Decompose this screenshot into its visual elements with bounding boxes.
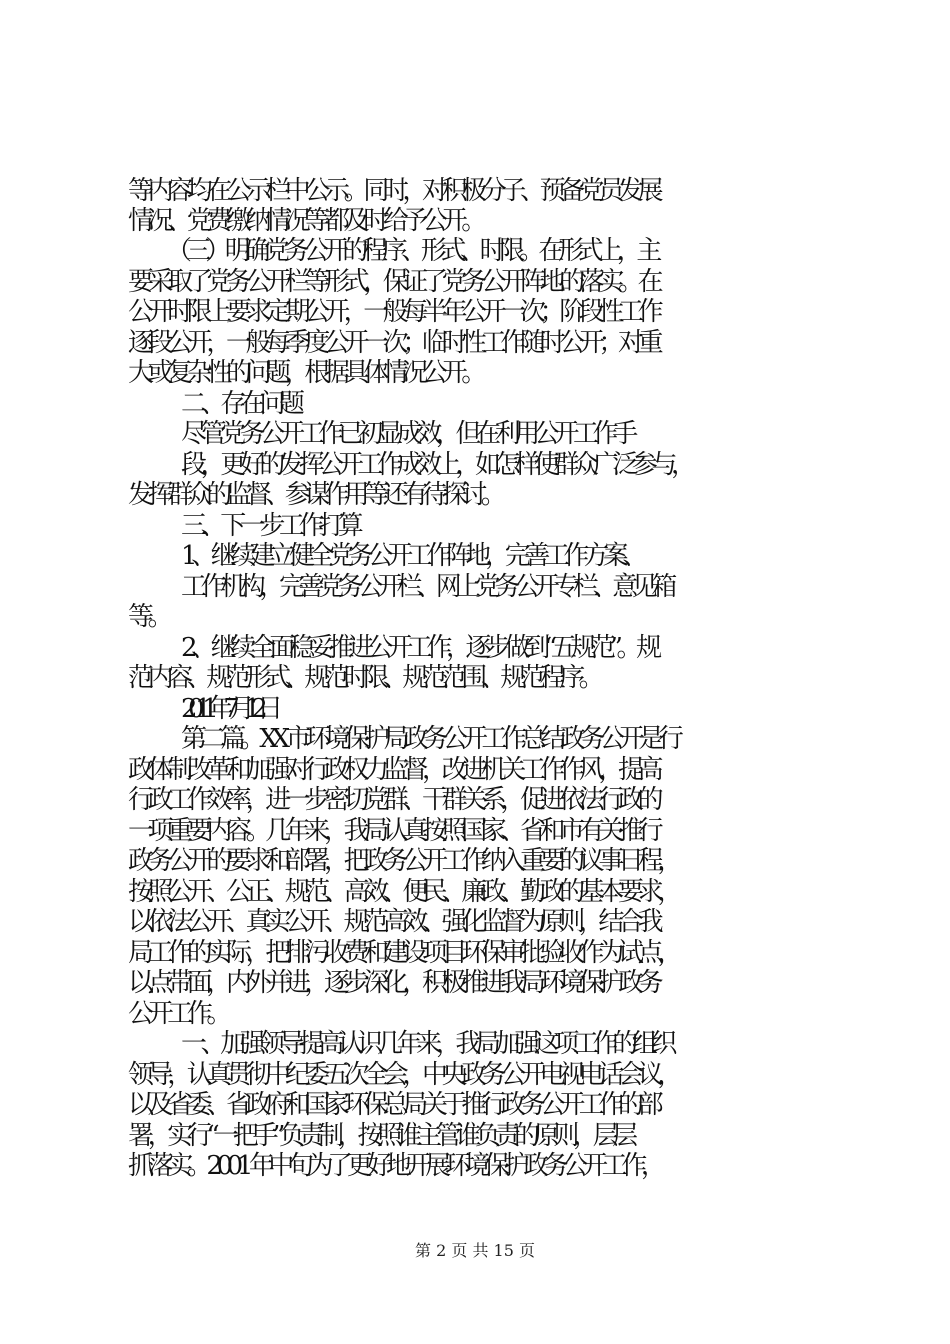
- text-line: 抓落实。2001 年中旬为了更好地开展环境保护政务公开工作，: [128, 1151, 661, 1181]
- text-line: 工作机构，完善党务公开栏、网上党务公开专栏、意见箱: [181, 572, 672, 602]
- text-line: 1、继续建立健全党务公开工作阵地，完善工作方案、: [181, 541, 642, 571]
- text-line: 情况、党费缴纳情况等都及时给予公开。: [128, 206, 481, 236]
- text-line: 以点带面，内外并进，逐步深化，积极推进我局环境保护政务: [128, 968, 658, 998]
- text-line: （三）明确党务公开的程序、形式、时限。在形式上，主: [166, 236, 657, 266]
- text-line: 范内容、规范形式、规范时限、规范范围、规范程序。: [128, 663, 599, 693]
- text-line: 公开工作。: [128, 999, 227, 1029]
- text-line: 2、继续全面稳妥推进公开工作，逐步做到“五规范”。规: [181, 633, 656, 663]
- text-line: 大或复杂性的问题，根据具体情况公开。: [128, 358, 481, 388]
- section-heading: 二、存在问题: [181, 389, 299, 419]
- text-line: 尽管党务公开工作已初显成效，但在利用公开工作手: [181, 419, 632, 449]
- text-line: 一、加强领导提高认识几年来，我局加强这项工作的组织: [181, 1029, 672, 1059]
- text-line: 政体制改革和加强对行政权力监督，改进机关工作作风，提高: [128, 755, 658, 785]
- text-line: 等内容均在公示栏中公示。同时，对积极分子、预备党员发展: [128, 176, 658, 206]
- text-line: 以及省委、省政府和国家环保总局关于推行政务公开工作的部: [128, 1090, 658, 1120]
- text-line: 局工作的实际，把排污收费和建设项目环保审批验收作为试点，: [128, 938, 677, 968]
- text-line: 公开时限上要求定期公开，一般每半年公开一次；阶段性工作: [128, 297, 658, 327]
- text-line: 一项重要内容。几年来，我局认真按照国家、省和市有关推行: [128, 816, 658, 846]
- section-heading: 三、下一步工作打算: [181, 511, 358, 541]
- text-line: 政务公开的要求和部署，把政务公开工作纳入重要的议事日程，: [128, 846, 677, 876]
- text-line: 署，实行“一把手”负责制，按照谁主管谁负责的原则，层层: [128, 1121, 632, 1151]
- text-line: 以依法公开、真实公开、规范高效、强化监督为原则，结合我: [128, 907, 658, 937]
- date-line: 2011 年 7 月 12 日: [181, 694, 274, 724]
- text-line: 第二篇。XX 市环境保护局政务公开工作总结政务公开是行: [181, 724, 678, 754]
- text-line: 段，更好的发挥公开工作成效上，如怎样使群众广泛参与，: [181, 450, 691, 480]
- text-line: 等。: [128, 602, 168, 632]
- text-line: 领导，认真贯彻中纪委五次全会，中央政务公开电视电话会议，: [128, 1060, 677, 1090]
- text-line: 发挥群众的监督、参谋作用等还有待探讨。: [128, 480, 501, 510]
- text-line: 逐段公开，一般每季度公开一次；临时性工作随时公开；对重: [128, 328, 658, 358]
- text-line: 要采取了党务公开栏等形式，保证了党务公开阵地的落实。在: [128, 267, 658, 297]
- page-footer: 第 2 页 共 15 页: [415, 1241, 535, 1260]
- text-line: 按照公开、公正、规范、高效、便民、廉政、勤政的基本要求，: [128, 877, 677, 907]
- text-line: 行政工作效率，进一步密切党群、干群关系，促进依法行政的: [128, 785, 658, 815]
